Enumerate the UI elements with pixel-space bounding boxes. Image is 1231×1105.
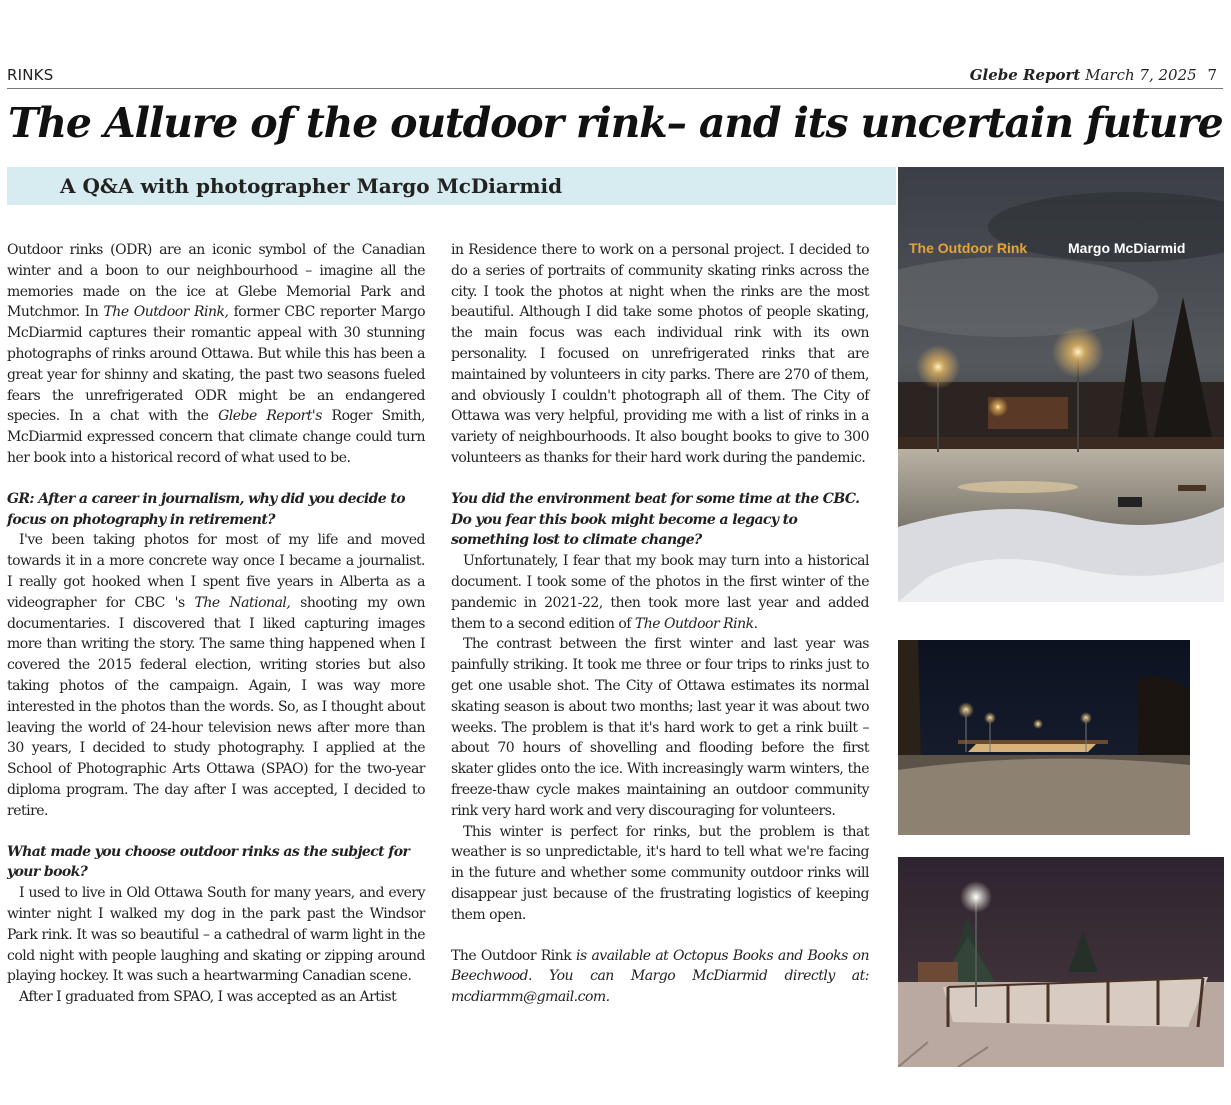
- book-cover-illustration: [898, 167, 1224, 602]
- page-number: 7: [1207, 66, 1217, 84]
- answer-1: I've been taking photos for most of my life and moved towards it in a more concrete way once I became a journalist. I really got hooked when I spent five years in Alberta as a videographer for CBC 's The National, shooting my own documentaries. I discovered that I liked capturing images more than writing the story. The same thing happened when I covered the 2015 federal election, writing stories but also taking photos of the campaign. Again, I was way more interested in the photos than the words. So, as I thought about leaving the world of 24-hour television news after more than 30 years, I decided to study photography. I applied at the School of Photographic Arts Ottawa (SPAO) for the two-year diploma program. The day after I was accepted, I decided to retire.: [7, 532, 425, 819]
- answer-2-part-2: After I graduated from SPAO, I was accepted as an Artist: [19, 989, 397, 1006]
- subheadline-bar: [7, 167, 896, 205]
- question-2: What made you choose outdoor rinks as the subject for your book?: [7, 843, 410, 881]
- book-cover-photo: [898, 167, 1224, 602]
- answer-3-part-1: Unfortunately, I fear that my book may turn into a historical document. I took some of the photos in the first winter of the pandemic in 2021-22, then took more last year and added them to a second edition of The Outdoor Rink.: [451, 553, 869, 632]
- headline: The Allure of the outdoor rink– and its uncertain future: [8, 99, 1223, 147]
- issue-date: March 7, 2025: [1085, 66, 1197, 84]
- article-column-left: [7, 240, 425, 1008]
- book-cover-title: The Outdoor Rink: [909, 240, 1028, 256]
- publication-name: Glebe Report: [969, 66, 1081, 84]
- masthead: [970, 66, 1217, 84]
- subheadline: A Q&A with photographer Margo McDiarmid: [60, 174, 563, 198]
- article-column-middle: [451, 240, 869, 1008]
- section-label: RINKS: [7, 66, 54, 84]
- answer-2-continued: in Residence there to work on a personal project. I decided to do a series of portraits of community skating rinks across the city. I took the photos at night when the rinks are the most beautiful. Although I did take some photos of people skating, the main focus was each individual rink with its own personality. I focused on unrefrigerated rinks that are maintained by volunteers in city parks. There are 270 of them, and obviously I couldn't photograph all of them. The City of Ottawa was very helpful, providing me with a list of rinks in a variety of neighbourhoods. It also bought books to give to 300 volunteers as thanks for their hard work during the pandemic.: [451, 242, 869, 466]
- book-cover-author: Margo McDiarmid: [1068, 240, 1186, 256]
- header-rule: [7, 88, 1223, 89]
- rink-photo-3-illustration: [898, 857, 1224, 1067]
- rink-photo-2: [898, 640, 1190, 835]
- answer-3-part-3: This winter is perfect for rinks, but the problem is that weather is so unpredictable, it's hard to tell what we're facing in the future and whether some community outdoor rinks will disappear just because of the frustrating logistics of keeping them open.: [451, 823, 869, 923]
- question-1: GR: After a career in journalism, why did you decide to focus on photography in retirement?: [7, 490, 405, 528]
- rink-photo-2-illustration: [898, 640, 1190, 835]
- question-3: You did the environment beat for some time at the CBC. Do you fear this book might become a legacy to something lost to climate change?: [451, 490, 860, 549]
- rink-photo-3: [898, 857, 1224, 1067]
- closing-note: The Outdoor Rink is available at Octopus Books and Books on Beechwood. You can Margo McDiarmid directly at: mcdiarmm@gmail.com.: [451, 947, 869, 1006]
- answer-2-part-1: I used to live in Old Ottawa South for many years, and every winter night I walked my dog in the park past the Windsor Park rink. It was so beautiful – a cathedral of warm light in the cold night with people laughing and skating or zipping around playing hockey. It was such a heartwarming Canadian scene.: [7, 885, 425, 985]
- intro-paragraph: Outdoor rinks (ODR) are an iconic symbol of the Canadian winter and a boon to our neighbourhood – imagine all the memories made on the ice at Glebe Memorial Park and Mutchmor. In The Outdoor Rink, former CBC reporter Margo McDiarmid captures their romantic appeal with 30 stunning photographs of rinks around Ottawa. But while this has been a great year for shinny and skating, the past two seasons fueled fears the unrefrigerated ODR might be an endangered species. In a chat with the Glebe Report's Roger Smith, McDiarmid expressed concern that climate change could turn her book into a historical record of what used to be.: [7, 242, 425, 466]
- answer-3-part-2: The contrast between the first winter and last year was painfully striking. It took me three or four trips to rinks just to get one usable shot. The City of Ottawa estimates its normal skating season is about two months; last year it was about two weeks. The problem is that it's hard work to get a rink built – about 70 hours of shovelling and flooding before the first skater glides onto the ice. With increasingly warm winters, the freeze-thaw cycle makes maintaining an outdoor community rink very hard work and very discouraging for volunteers.: [451, 636, 869, 819]
